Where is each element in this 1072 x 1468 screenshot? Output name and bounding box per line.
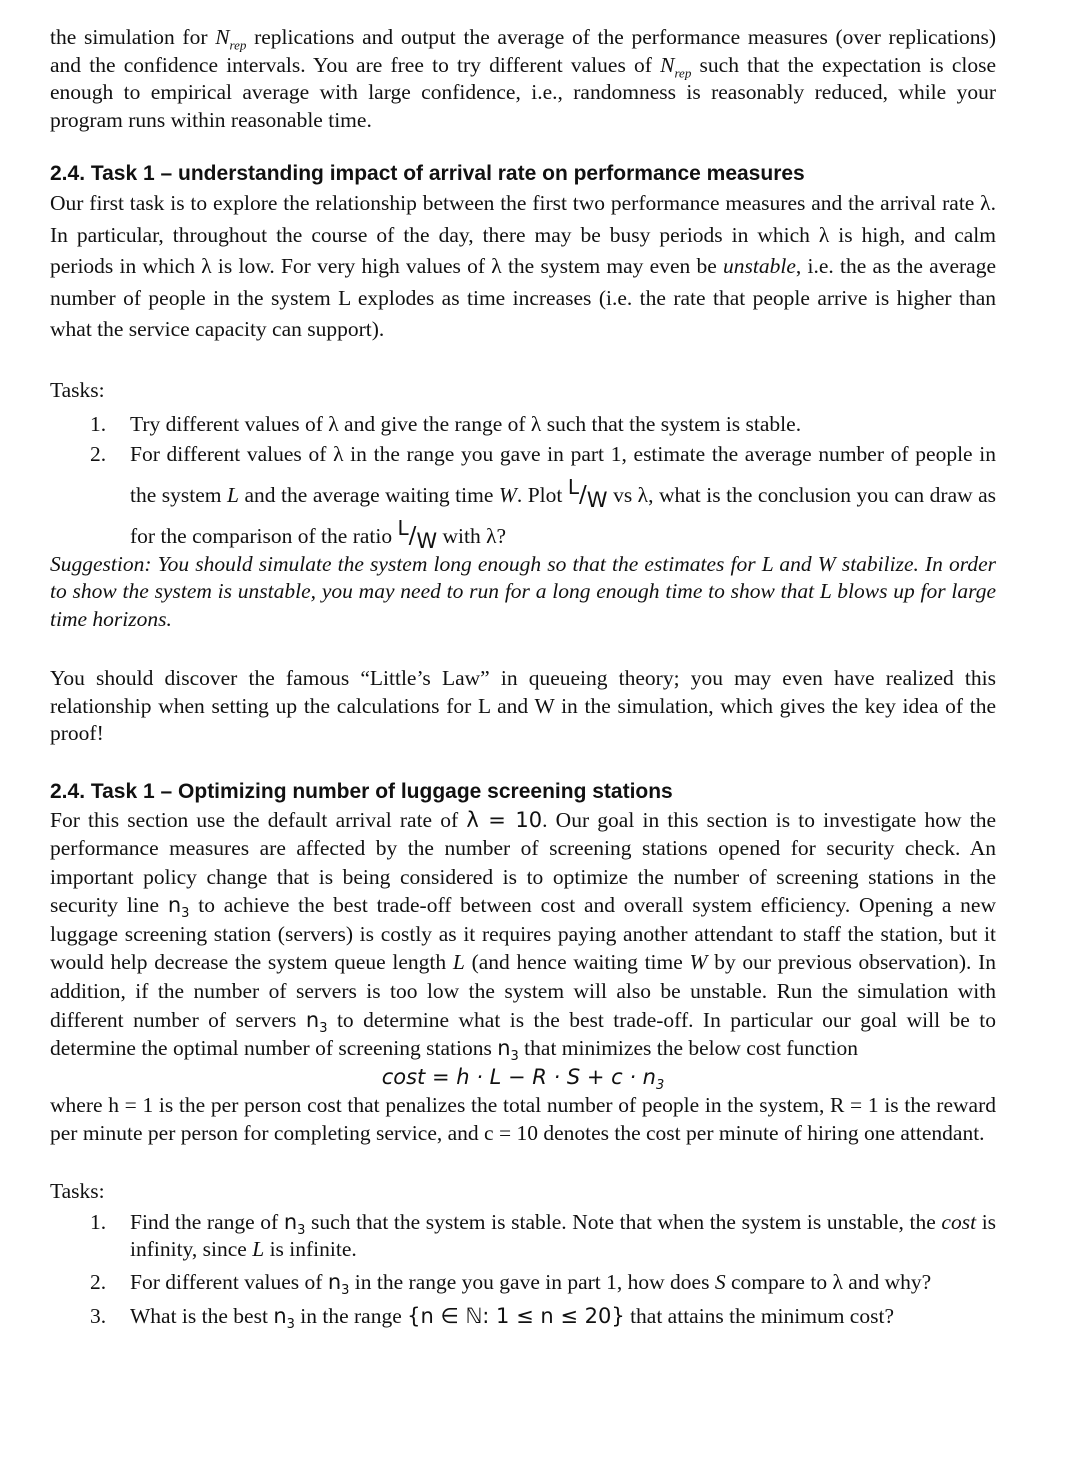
cost-formula: $\cos t = h \cdot L - R \cdot S + c \cdot n_3$ — [381, 1064, 665, 1094]
tasks-label-1: Tasks: — [50, 377, 105, 402]
intro-paragraph: the simulation for $N_{rep}$ replications and output the average of the performance measures (over replications) and the confidence intervals. You are free to try different values of $N_{rep}$ such that the expectation is close enough to empirical average with large confidence, i.e., randomness is reasonably reduced, while your program runs within reasonable time. — [50, 25, 997, 132]
task-list-1 — [50, 410, 996, 557]
task-item-2-2: 2. For different values of $n_3$ in the range you gave in part 1, how does S compare to λ and why? — [90, 1269, 932, 1299]
where-paragraph: where h = 1 is the per person cost that penalizes the total number of people in the system, R = 1 is the reward per minute per person for completing service, and c = 10 denotes the cost per minute of hiring one attendant. — [50, 1092, 996, 1145]
tasks-label-2: Tasks: — [50, 1178, 105, 1203]
section2-paragraph: For this section use the default arrival rate of λ = 10. Our goal in this section is to investigate how the performance measures are affected by the number of screening stations opened for security check. An important policy change that is being considered is to optimize the number of screening stations in the security line $n_3$ to achieve the best trade-off between cost and overall system efficiency. Opening a new luggage screening station (servers) is costly as it requires paying another attendant to staff the station, but it would help decrease the system queue length L (and hence waiting time W by our previous observation). In addition, if the number of servers is too low the system will also be unstable. Run the simulation with different number of servers $n_3$ to determine what is the best trade-off. In particular our goal will be to determine the optimal number of screening stations $n_3$ that minimizes the below cost function — [50, 807, 997, 1065]
task-item-2-3: 3. What is the best $n_3$ in the range {n ∈ ℕ: 1 ≤ n ≤ 20} that attains the minimum cost? — [90, 1303, 894, 1333]
section-heading-screening-stations: 2.4. Task 1 – Optimizing number of luggage screening stations — [50, 779, 673, 803]
task-item-1-1: 1. Try different values of λ and give the range of λ such that the system is stable. — [90, 411, 802, 436]
section1-paragraph: Our first task is to explore the relationship between the first two performance measures and the arrival rate λ. In particular, throughout the course of the day, there may be busy periods in which λ is high, and calm periods in which λ is low. For very high values of λ the system may even be unstable, i.e. the as the average number of people in the system L explodes as time increases (i.e. the rate that people arrive is higher than what the service capacity can support). — [50, 191, 997, 341]
section-heading-arrival-rate: 2.4. Task 1 – understanding impact of arrival rate on performance measures — [50, 162, 805, 185]
littles-law-paragraph: You should discover the famous “Little’s Law” in queueing theory; you may even have realized this relationship when setting up the calculations for L and W in the simulation, which gives the key idea of the proof! — [50, 666, 996, 745]
document-page — [50, 24, 997, 1333]
task-item-2-1: 1. Find the range of $n_3$ such that the system is stable. Note that when the system is unstable, the cost is infinity, since L is infinite. — [90, 1209, 997, 1261]
suggestion-note: Suggestion: You should simulate the system long enough so that the estimates for L and W stabilize. In order to show the system is unstable, you may need to run for a long enough time to show that L blows up for large time horizons. — [50, 551, 996, 631]
ratio-l-over-w: L/W — [567, 474, 608, 512]
task-item-1-2: 2. For different values of λ in the range you gave in part 1, estimate the average number of people in the system L and the average waiting time W. Plot L/W vs λ, what is the conclusion you can draw as for the comparison of the ratio L/W with λ? — [90, 441, 997, 553]
ratio-l-over-w-2: L/W — [397, 515, 438, 553]
task-list-2 — [50, 1209, 997, 1333]
